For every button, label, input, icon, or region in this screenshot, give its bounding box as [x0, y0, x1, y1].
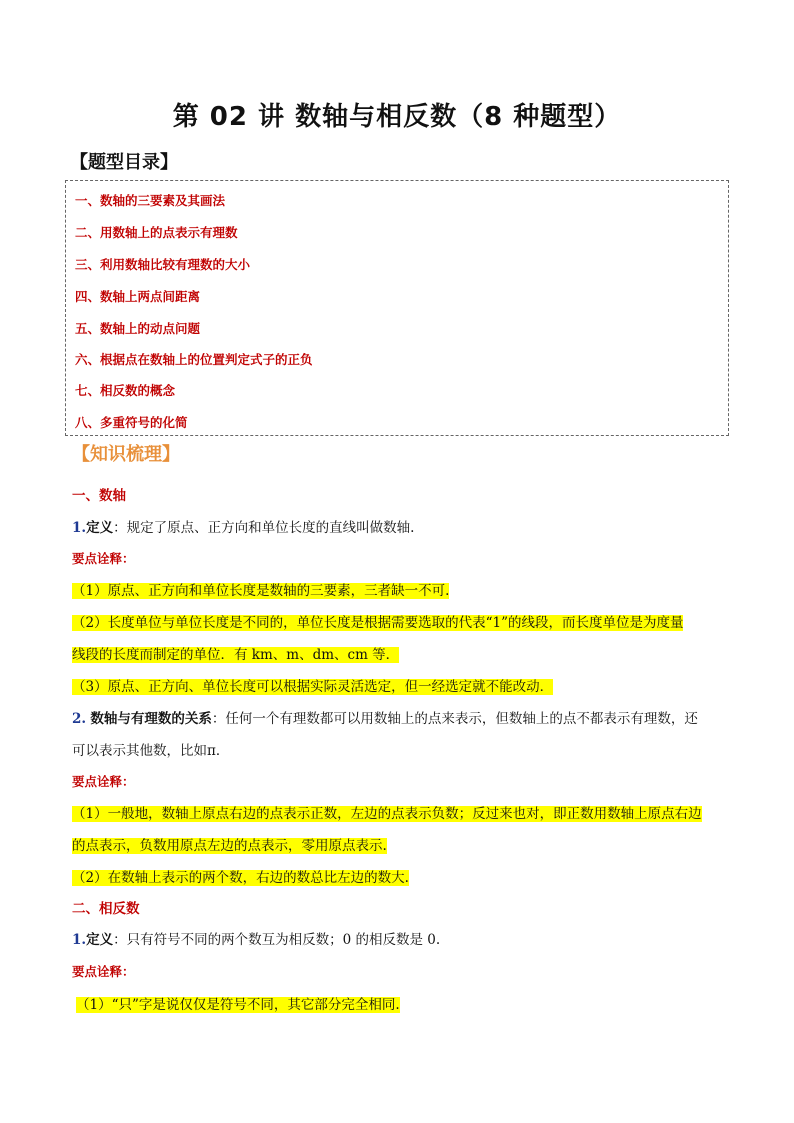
knowledge-heading: 【知识梳理】 [72, 444, 180, 465]
key-point-1-text: （1）原点、正方向和单位长度是数轴的三要素，三者缺一不可. [72, 583, 450, 599]
relation-number: 2. [72, 711, 87, 727]
definition-text: ：规定了原点、正方向和单位长度的直线叫做数轴. [113, 520, 415, 536]
definition-opposite [72, 930, 440, 950]
relation-text-a: ：任何一个有理数都可以用数轴上的点来表示，但数轴上的点不都表示有理数，还 [211, 711, 698, 727]
key-point-2a [72, 613, 683, 633]
relation-label: 数轴与有理数的关系 [90, 711, 212, 727]
section-title-opposite-numbers: 二、相反数 [72, 901, 140, 917]
section-title-number-line: 一、数轴 [72, 488, 126, 504]
key-point-1 [72, 581, 449, 601]
toc-item-7: 七、相反数的概念 [75, 383, 176, 398]
key-point-2a-text: （2）长度单位与单位长度是不同的，单位长度是根据需要选取的代表“1”的线段，而长度单位是为度量 [72, 615, 684, 631]
key-point-3 [72, 677, 553, 697]
key-point-q2 [72, 868, 409, 888]
opposite-key-point-1 [76, 995, 400, 1015]
page-title: 第 02 讲 数轴与相反数（8 种题型） [172, 102, 622, 132]
key-point-2b-text: 线段的长度而制定的单位．有 km、m、dm、cm 等． [72, 647, 400, 663]
key-point-2b [72, 645, 399, 665]
definition-number: 1. [72, 520, 87, 536]
definition-opposite-label: 定义 [86, 932, 114, 948]
toc-box [65, 180, 729, 436]
key-point-q1b [72, 836, 387, 856]
key-point-q1b-text: 的点表示，负数用原点左边的点表示，零用原点表示. [72, 838, 387, 854]
toc-item-1: 一、数轴的三要素及其画法 [75, 193, 226, 208]
relation-line-a [72, 709, 698, 729]
toc-heading: 【题型目录】 [70, 152, 178, 173]
toc-item-3: 三、利用数轴比较有理数的大小 [75, 257, 251, 272]
toc-item-6: 六、根据点在数轴上的位置判定式子的正负 [75, 352, 313, 367]
definition-label: 定义 [86, 520, 114, 536]
opposite-key-point-1-text: （1）“只”字是说仅仅是符号不同，其它部分完全相同. [76, 997, 400, 1013]
key-points-label-2: 要点诠释： [72, 774, 135, 789]
key-point-q2-text: （2）在数轴上表示的两个数，右边的数总比左边的数大. [72, 870, 409, 886]
toc-item-2: 二、用数轴上的点表示有理数 [75, 225, 238, 240]
key-point-q1a-text: （1）一般地，数轴上原点右边的点表示正数，左边的点表示负数；反过来也对，即正数用数轴上原点右边 [72, 806, 702, 822]
key-point-3-text: （3）原点、正方向、单位长度可以根据实际灵活选定，但一经选定就不能改动． [72, 679, 554, 695]
toc-item-5: 五、数轴上的动点问题 [75, 321, 201, 336]
definition-opposite-number: 1. [72, 932, 87, 948]
toc-item-4: 四、数轴上两点间距离 [75, 289, 201, 304]
definition-opposite-text: ：只有符号不同的两个数互为相反数；0 的相反数是 0. [113, 932, 441, 948]
key-point-q1a [72, 804, 702, 824]
key-points-label: 要点诠释： [72, 551, 135, 566]
definition-number-line [72, 518, 414, 538]
relation-line-b: 可以表示其他数，比如π． [72, 743, 230, 759]
toc-item-8: 八、多重符号的化简 [75, 415, 188, 430]
key-points-label-3: 要点诠释： [72, 964, 135, 979]
